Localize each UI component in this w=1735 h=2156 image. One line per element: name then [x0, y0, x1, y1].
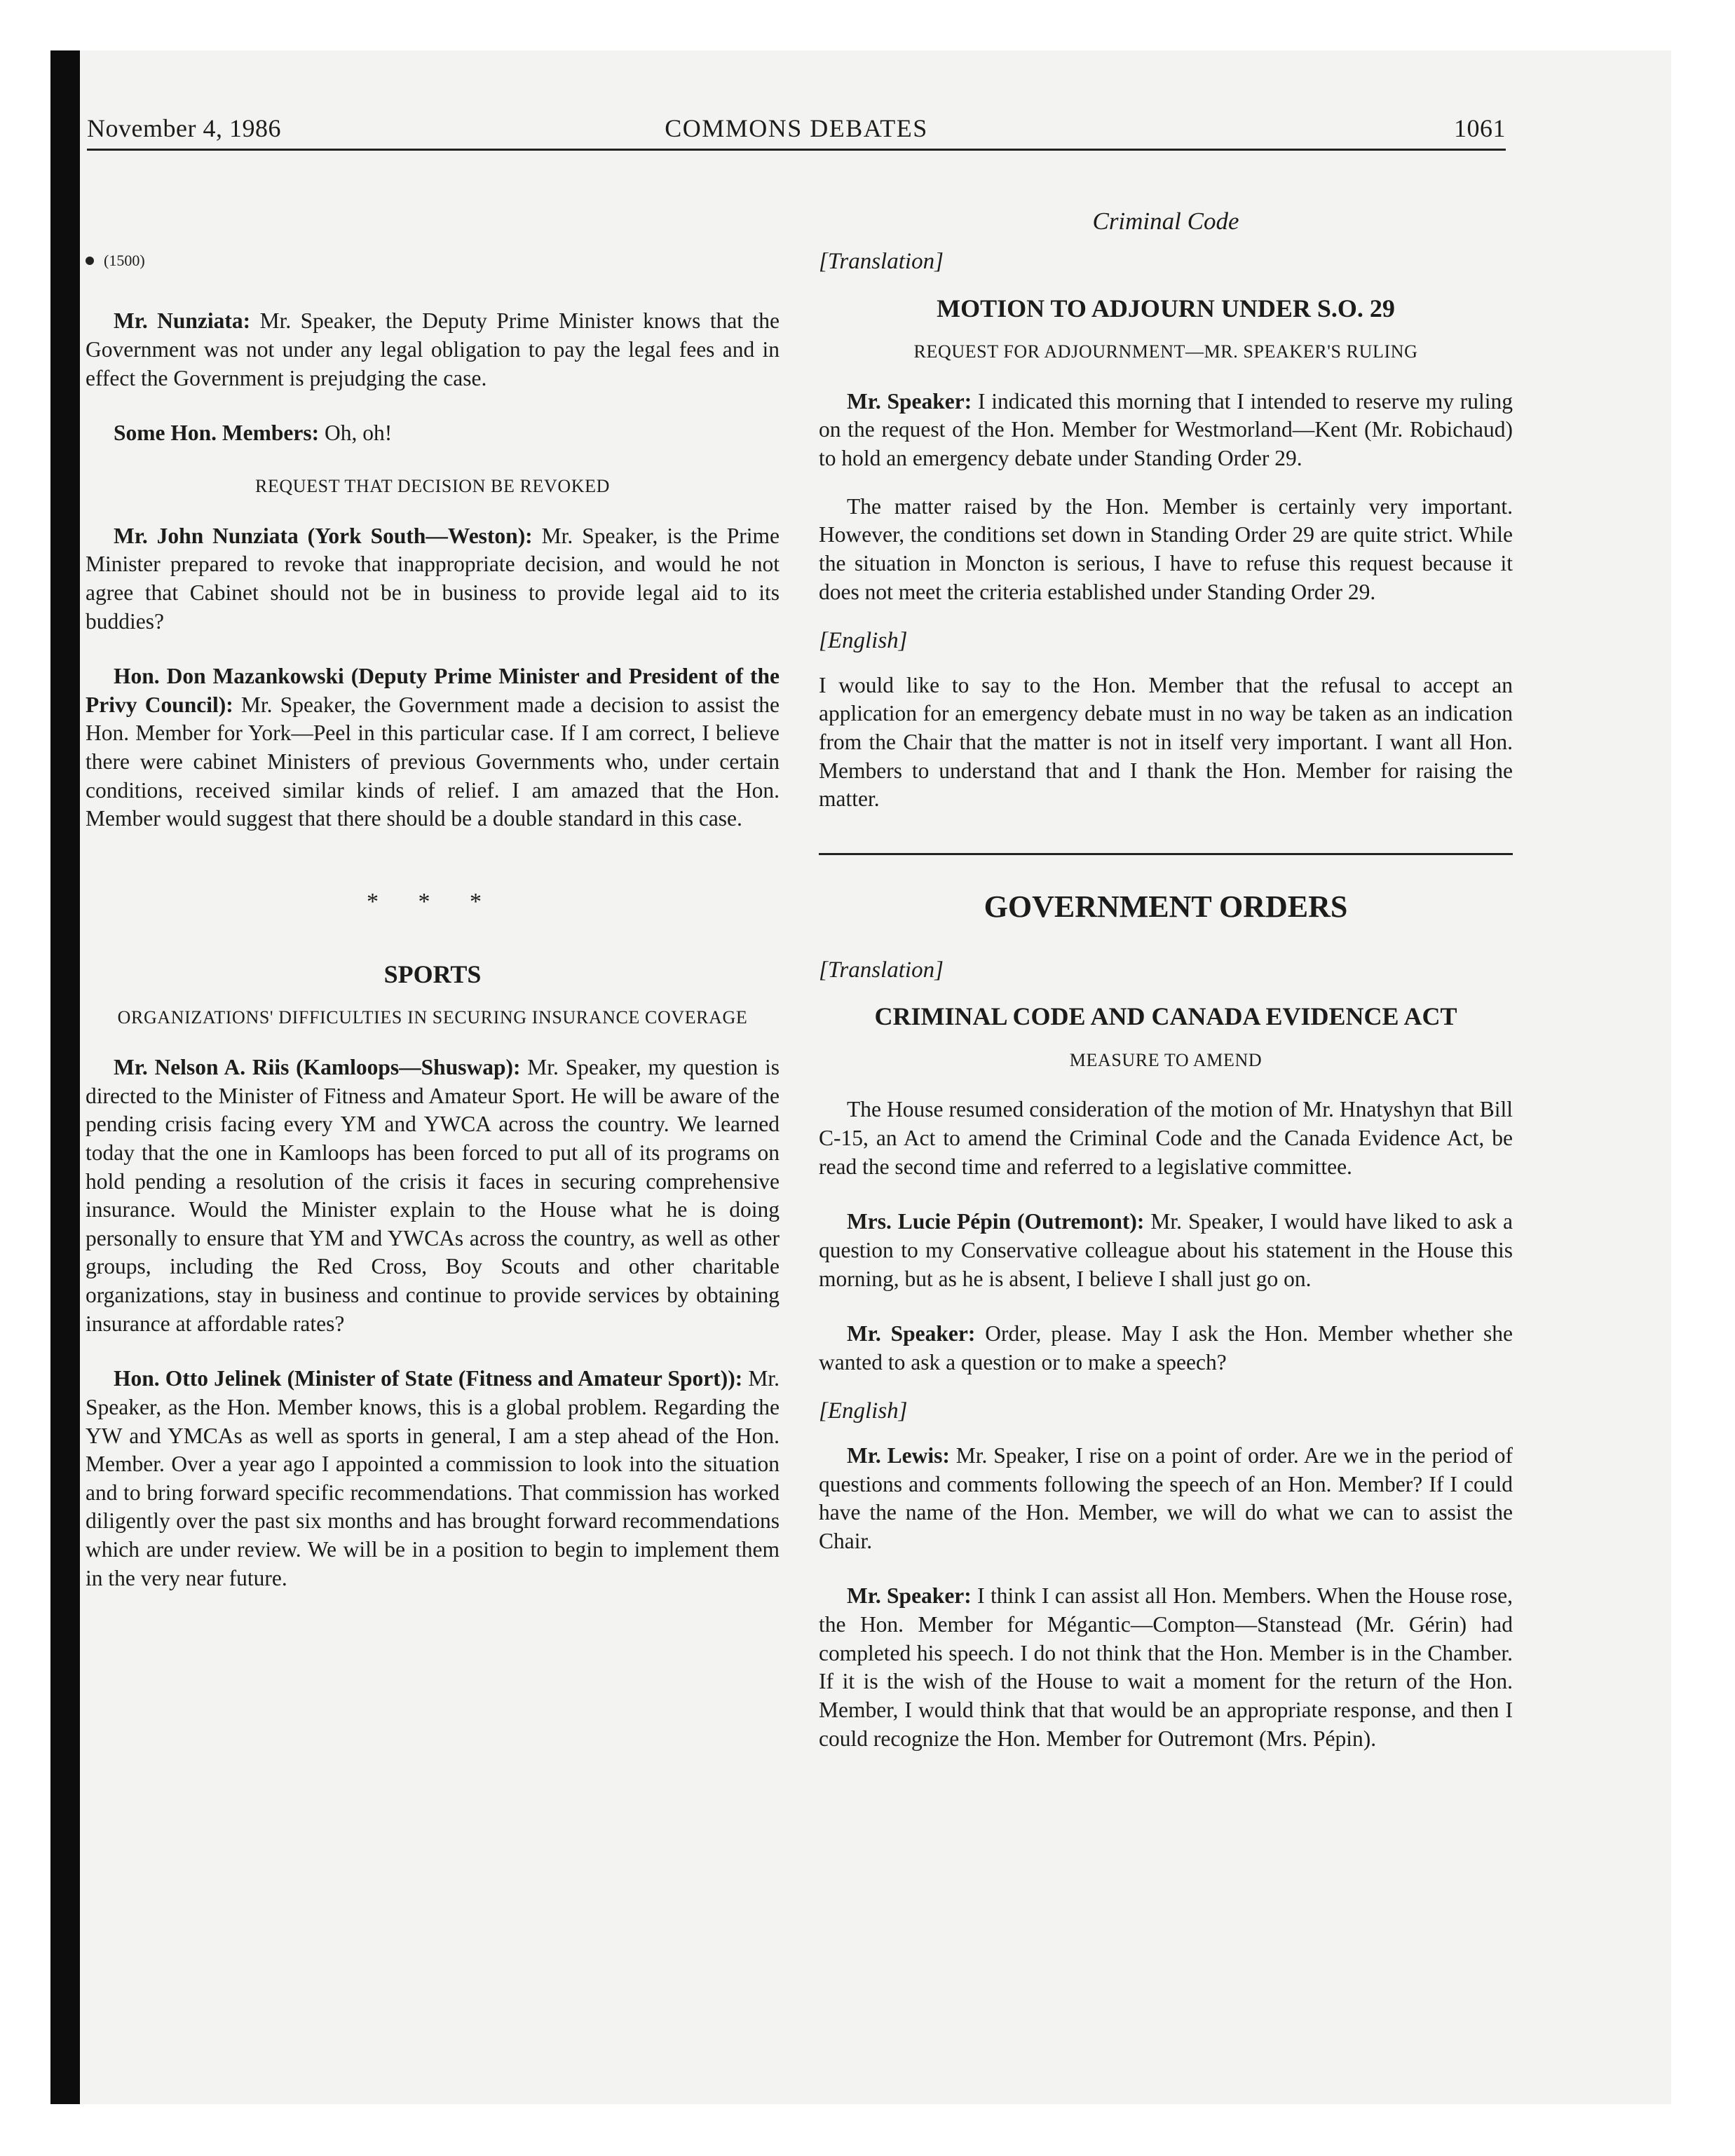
section-rule: [819, 853, 1513, 855]
speaker-name: Some Hon. Members:: [114, 421, 320, 446]
paragraph: [86, 307, 780, 393]
right-column: [819, 247, 1513, 1780]
subheading: REQUEST THAT DECISION BE REVOKED: [255, 475, 610, 496]
speaker-name: Mr. Speaker:: [847, 1583, 972, 1609]
speaker-name: Mr. Nelson A. Riis (Kamloops—Shuswap):: [114, 1055, 521, 1080]
speech-text: Mr. Speaker, I rise on a point of order. Are we in the period of questions and comments following the speech of an Hon. Member? If I could have the name of the Hon. Member, we will do what we can to assist the Chair.: [819, 1442, 1513, 1553]
speech-text: Mr. Speaker, I would have liked to ask a question to my Conservative colleague about his statement in the House this morning, but as he is absent, I believe I shall just go on.: [819, 1209, 1513, 1291]
speaker-name: Mr. John Nunziata (York South—Weston):: [114, 523, 533, 548]
speaker-name: Mr. Speaker:: [847, 388, 972, 414]
running-topic: Criminal Code: [1092, 207, 1239, 235]
speech-text: Mr. Speaker, my question is directed to the Minister of Fitness and Amateur Sport. He will be aware of the pending crisis facing every YM and YWCA across the country. We learned today that the one in Kamloops has been forced to put all of its programs on hold pending a resolution of the crisis it faces in securing comprehensive insurance. Would the Minister explain to the House what he is doing personally to ensure that YM and YWCAs across the country, as well as other groups, including the Red Cross, Boy Scouts and other charitable organizations, stay in business and continue to provide services by obtaining insurance at affordable rates?: [86, 1055, 780, 1336]
language-marker: [English]: [819, 628, 908, 654]
speech-text: I think I can assist all Hon. Members. When the House rose, the Hon. Member for Mégantic—Compton—Stanstead (Mr. Gérin) had completed his speech. I do not think that the Hon. Member is in the Chamber. If it is the wish of the House to wait a moment for the return of the Hon. Member, I would think that that would be an appropriate response, and then I could recognize the Hon. Member for Outremont (Mrs. Pépin).: [819, 1583, 1513, 1751]
section-heading: CRIMINAL CODE AND CANADA EVIDENCE ACT: [874, 1002, 1457, 1031]
paragraph: [819, 1208, 1513, 1293]
subheading: REQUEST FOR ADJOURNMENT—MR. SPEAKER'S RULING: [913, 341, 1418, 362]
paragraph: The matter raised by the Hon. Member is certainly very important. However, the conditions set down in Standing Order 29 are quite strict. While the situation in Moncton is serious, I have to refuse this request because it does not meet the criteria established under Standing Order 29.: [819, 493, 1513, 604]
subheading: MEASURE TO AMEND: [1069, 1049, 1263, 1070]
language-marker: [Translation]: [819, 249, 944, 274]
page-header: [87, 109, 1506, 151]
left-column: [86, 251, 780, 1619]
section-heading: MOTION TO ADJOURN UNDER S.O. 29: [937, 294, 1395, 322]
paragraph: [819, 1320, 1513, 1377]
paragraph: [86, 1053, 780, 1338]
speech-text: Mr. Speaker, the Deputy Prime Minister knows that the Government was not under any legal obligation to pay the legal fees and in effect the Government is prejudging the case.: [86, 308, 780, 390]
paragraph: [86, 419, 780, 448]
paragraph: [86, 1365, 780, 1592]
bullet-icon: [86, 257, 94, 265]
header-date: November 4, 1986: [87, 114, 281, 142]
scan-edge-bar: [50, 50, 80, 2104]
speaker-name: Mr. Nunziata:: [114, 308, 251, 334]
language-marker: [English]: [819, 1398, 908, 1424]
speech-text: Oh, oh!: [319, 421, 393, 446]
paragraph: [819, 1442, 1513, 1556]
paragraph: The House resumed consideration of the motion of Mr. Hnatyshyn that Bill C-15, an Act to amend the Criminal Code and the Canada Evidence Act, be read the second time and referred to a legislative committee.: [819, 1097, 1513, 1179]
speech-text: I indicated this morning that I intended to reserve my ruling on the request of the Hon. Member for Westmorland—Kent (Mr. Robichaud) to hold an emergency debate under Standing Order 29.: [819, 388, 1513, 471]
paragraph: [86, 522, 780, 636]
paragraph: [86, 662, 780, 833]
speech-text: Mr. Speaker, is the Prime Minister prepared to revoke that inappropriate decision, and would he not agree that Cabinet should not be in business to provide legal aid to its buddies?: [86, 523, 780, 634]
speech-text: Mr. Speaker, the Government made a decision to assist the Hon. Member for York—Peel in this particular case. If I am correct, I believe there were cabinet Ministers of previous Governments who, under certain conditions, received similar kinds of relief. I am amazed that the Hon. Member would suggest that there should be a double standard in this case.: [86, 692, 780, 831]
paragraph: [819, 388, 1513, 473]
language-marker: [Translation]: [819, 957, 944, 983]
speech-text: Mr. Speaker, as the Hon. Member knows, this is a global problem. Regarding the YW and YMCAs as well as sports in general, I am a step ahead of the Hon. Member. Over a year ago I appointed a commission to look into the situation and to bring forward specific recommendations. That commission has worked diligently over the past six months and has brought forward recommendations which are under review. We will be in a position to begin to implement them in the very near future.: [86, 1366, 780, 1590]
section-heading: SPORTS: [383, 960, 482, 988]
header-publication: COMMONS DEBATES: [665, 114, 928, 142]
section-heading: GOVERNMENT ORDERS: [984, 889, 1348, 924]
paragraph: I would like to say to the Hon. Member that the refusal to accept an application for an emergency debate must in no way be taken as an indication from the Chair that the matter is not in itself very important. I want all Hon. Members to understand that and I thank the Hon. Member for raising the matter.: [819, 672, 1513, 812]
speaker-name: Hon. Otto Jelinek (Minister of State (Fitness and Amateur Sport)):: [114, 1366, 743, 1391]
subheading: ORGANIZATIONS' DIFFICULTIES IN SECURING INSURANCE COVERAGE: [117, 1007, 748, 1028]
section-separator: * * *: [367, 888, 498, 915]
speech-text: Order, please. May I ask the Hon. Member whether she wanted to ask a question or to make a speech?: [819, 1321, 1513, 1374]
time-stamp-text: (1500): [104, 252, 145, 269]
speaker-name: Mrs. Lucie Pépin (Outremont):: [847, 1209, 1145, 1234]
speaker-name: Mr. Lewis:: [847, 1442, 950, 1468]
paragraph: [819, 1582, 1513, 1753]
speaker-name: Mr. Speaker:: [847, 1321, 976, 1346]
header-page-number: 1061: [1454, 114, 1506, 142]
speaker-name: Hon. Don Mazankowski (Deputy Prime Minister and President of the Privy Council):: [86, 664, 780, 717]
time-stamp: [86, 251, 780, 271]
